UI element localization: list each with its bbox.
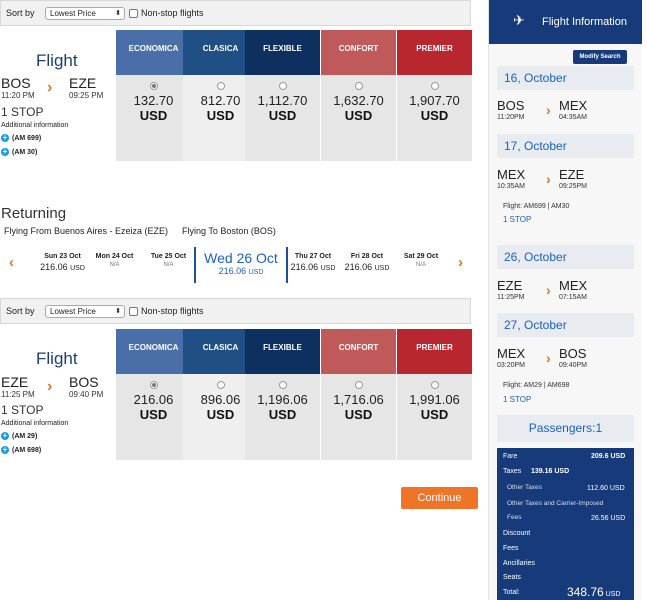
fare-cell [116, 75, 191, 161]
fare-price: 216.06 [133, 392, 174, 407]
date-price-value: 216.06 [344, 262, 373, 272]
fare-price: 896.06 [200, 392, 241, 407]
sidebar-title: Flight Information [542, 16, 627, 28]
date-option[interactable] [289, 253, 337, 272]
date-price-cur: USD [320, 265, 336, 272]
fare-header: CONFORT [321, 30, 396, 75]
fare-currency: USD [344, 407, 373, 422]
segment-from: MEX [497, 346, 526, 361]
plus-circle-icon: + [2, 431, 8, 440]
segment-flight-numbers: Flight: AM699 | AM30 [503, 203, 570, 210]
fare-header: ECONOMICA [116, 30, 191, 75]
segment-from: EZE [497, 278, 523, 293]
fare-header: CONFORT [321, 329, 396, 374]
plus-circle-icon: + [2, 445, 8, 454]
segment-to: BOS [559, 346, 587, 361]
flight-title: Flight [36, 51, 78, 70]
sidebar-header [489, 0, 642, 44]
fare-price: 1,716.06 [333, 392, 384, 407]
segment-to: MEX [559, 98, 588, 113]
sort-select[interactable] [45, 7, 125, 20]
fare-header: CLASICA [183, 30, 258, 75]
leg-label: (AM 29) [12, 432, 38, 440]
modify-search-button[interactable]: Modify Search [573, 50, 627, 64]
fare-radio[interactable] [279, 82, 287, 90]
sort-select-value: Lowest Price [50, 8, 96, 18]
outbound-stops: 1 STOP [1, 105, 44, 119]
date-option[interactable] [397, 253, 445, 268]
taxes-amount: 139.16 [531, 468, 553, 475]
fare-price: 1,112.70 [257, 93, 308, 108]
passengers-count: Passengers:1 [497, 415, 634, 442]
outbound-to-time: 09:25 PM [69, 91, 104, 100]
fare-price: 132.70 [133, 93, 174, 108]
segment-from: BOS [497, 98, 525, 113]
date-option[interactable] [35, 253, 90, 272]
inbound-to-time: 09:40 PM [69, 390, 104, 399]
fare-header: FLEXIBLE [245, 329, 320, 374]
inbound-leg-2[interactable] [1, 446, 41, 454]
date-day: Sat 29 Oct [403, 253, 439, 260]
total-value [567, 585, 620, 599]
fare-currency: USD [268, 407, 297, 422]
taxes-value [531, 468, 569, 475]
segment-date: 16, October [497, 66, 634, 90]
fare-amount: 209.6 [591, 453, 609, 460]
taxes-cur: USD [554, 468, 570, 475]
fare-price: 1,907.70 [409, 93, 460, 108]
fare-price: 1,991.06 [409, 392, 460, 407]
fees-sub-label: Fees [507, 514, 522, 521]
leg-label: (AM 698) [12, 446, 42, 454]
fare-cell [397, 75, 472, 161]
inbound-fare-economica[interactable] [116, 329, 191, 460]
fare-header: ECONOMICA [116, 329, 191, 374]
arrow-right-icon: › [546, 171, 551, 187]
select-arrows-icon: ⬍ [115, 307, 121, 315]
segment-date: 17, October [497, 134, 634, 158]
date-day: Tue 25 Oct [150, 253, 187, 260]
fees-sub-cur: USD [610, 515, 626, 522]
date-option-selected[interactable] [194, 247, 288, 283]
plus-circle-icon: + [2, 147, 8, 156]
date-option[interactable] [146, 253, 191, 268]
segment-from-time: 10:35AM [497, 183, 526, 190]
fare-value [591, 453, 625, 460]
fare-cell [116, 374, 191, 460]
total-label: Total: [503, 589, 520, 596]
date-price [289, 262, 337, 272]
fees-sub-value [591, 515, 625, 522]
fare-radio[interactable] [279, 381, 287, 389]
nonstop-checkbox[interactable] [129, 9, 138, 18]
fare-label: Fare [503, 453, 518, 460]
fare-radio[interactable] [355, 82, 363, 90]
arrow-right-icon: › [47, 79, 53, 96]
fare-header: CLASICA [183, 329, 258, 374]
selected-price-cur: USD [248, 269, 264, 276]
date-day: Fri 28 Oct [350, 253, 384, 260]
selected-price [196, 266, 286, 276]
fare-currency: USD [420, 407, 449, 422]
outbound-fare-confort[interactable] [321, 30, 396, 161]
segment-from-time: 11:20PM [497, 114, 525, 121]
seats-label: Seats [503, 574, 521, 581]
nonstop-label: Non-stop flights [141, 306, 204, 316]
fare-cell [245, 374, 320, 460]
outbound-additional-info: Additional information [1, 122, 69, 129]
segment-to-time: 09:40PM [559, 362, 588, 369]
select-arrows-icon: ⬍ [115, 9, 121, 17]
fare-radio[interactable] [355, 381, 363, 389]
flight-title: Flight [36, 349, 78, 368]
selected-price-value: 216.06 [218, 266, 247, 276]
chevron-right-icon[interactable]: › [458, 254, 463, 271]
segment-from: MEX [497, 167, 526, 182]
fare-summary [497, 448, 634, 600]
fare-cell [245, 75, 320, 161]
fare-price: 1,196.06 [257, 392, 308, 407]
fare-header: PREMIER [397, 329, 472, 374]
taxes-label: Taxes [503, 468, 522, 475]
inbound-leg-1[interactable] [1, 432, 37, 440]
fare-cell [321, 75, 396, 161]
fare-currency: USD [206, 407, 235, 422]
segment-to: MEX [559, 278, 588, 293]
date-option[interactable] [92, 253, 137, 268]
inbound-from-time: 11:25 PM [1, 390, 35, 399]
fare-currency: USD [268, 108, 297, 123]
date-price-cur: USD [374, 265, 390, 272]
inbound-fare-flexible[interactable] [245, 329, 320, 460]
fare-cell [397, 374, 472, 460]
airplane-icon: ✈ [513, 12, 525, 28]
ancillaries-label: Ancillaries [503, 560, 535, 567]
fare-cell [321, 374, 396, 460]
total-amount: 348.76 [567, 585, 604, 599]
fare-currency: USD [139, 108, 168, 123]
leg-label: (AM 699) [12, 134, 42, 142]
fare-radio[interactable] [217, 82, 225, 90]
outbound-fare-economica[interactable] [116, 30, 191, 161]
fare-price: 812.70 [200, 93, 241, 108]
outbound-fare-premier[interactable] [397, 30, 472, 161]
date-option[interactable] [342, 253, 392, 272]
fees-label: Fees [503, 545, 519, 552]
fees-sub-amount: 26.56 [591, 515, 609, 522]
other-taxes-value [587, 485, 625, 492]
sort-bar-return [0, 298, 471, 324]
other-taxes-label: Other Taxes [507, 484, 542, 491]
selected-day: Wed 26 Oct [204, 250, 278, 266]
plus-circle-icon: + [2, 133, 8, 142]
fare-radio[interactable] [217, 381, 225, 389]
inbound-stops: 1 STOP [1, 403, 44, 417]
leg-label: (AM 30) [12, 148, 38, 156]
outbound-flight-block [0, 30, 475, 160]
sort-select-value: Lowest Price [50, 306, 96, 316]
arrow-right-icon: › [546, 282, 551, 298]
fare-currency: USD [344, 108, 373, 123]
fare-radio[interactable] [431, 82, 439, 90]
date-na: N/A [109, 262, 120, 268]
date-na: N/A [163, 262, 174, 268]
sort-select[interactable] [45, 305, 125, 318]
continue-button[interactable]: Continue [401, 487, 478, 509]
fare-cur: USD [610, 453, 626, 460]
inbound-to-code: BOS [69, 374, 99, 390]
arrow-right-icon: › [47, 378, 53, 395]
inbound-fare-confort[interactable] [321, 329, 396, 460]
segment-date: 27, October [497, 313, 634, 337]
fare-currency: USD [139, 407, 168, 422]
arrow-right-icon: › [546, 102, 551, 118]
inbound-from-code: EZE [1, 374, 29, 390]
fare-currency: USD [206, 108, 235, 123]
segment-stops-link[interactable]: 1 STOP [503, 215, 532, 224]
nonstop-checkbox[interactable] [129, 307, 138, 316]
returning-from: Flying From Buenos Aires - Ezeiza (EZE) [4, 226, 169, 236]
segment-to-time: 04:35AM [559, 114, 588, 121]
sort-label: Sort by [6, 8, 35, 18]
returning-to: Flying To Boston (BOS) [182, 226, 276, 236]
nonstop-label: Non-stop flights [141, 8, 204, 18]
date-price-value: 216.06 [290, 262, 319, 272]
fare-currency: USD [420, 108, 449, 123]
other-taxes-amount: 112.60 [587, 485, 608, 492]
outbound-fare-flexible[interactable] [245, 30, 320, 161]
arrow-right-icon: › [546, 350, 551, 366]
fare-radio[interactable] [150, 381, 158, 389]
inbound-fare-premier[interactable] [397, 329, 472, 460]
chevron-left-icon[interactable]: ‹ [9, 254, 14, 271]
date-day: Thu 27 Oct [294, 253, 332, 260]
date-price [342, 262, 392, 272]
outbound-leg-2[interactable] [1, 148, 37, 156]
date-day: Mon 24 Oct [95, 253, 134, 260]
sort-bar [0, 0, 471, 26]
outbound-leg-1[interactable] [1, 134, 41, 142]
segment-from-time: 11:25PM [497, 294, 525, 301]
fare-radio[interactable] [431, 381, 439, 389]
date-price-value: 216.06 [40, 262, 68, 272]
discount-label: Discount [503, 530, 531, 537]
outbound-from-code: BOS [1, 75, 31, 91]
fare-price: 1,632.70 [333, 93, 384, 108]
outbound-from-time: 11:20 PM [1, 91, 35, 100]
flight-info-sidebar [488, 0, 641, 600]
date-day: Sun 23 Oct [44, 253, 81, 260]
date-na: N/A [415, 262, 426, 268]
fare-header: FLEXIBLE [245, 30, 320, 75]
segment-to: EZE [559, 167, 585, 182]
date-price [35, 262, 90, 272]
inbound-additional-info: Additional information [1, 420, 69, 427]
segment-date: 26, October [497, 245, 634, 269]
segment-from-time: 03:20PM [497, 362, 526, 369]
total-cur: USD [605, 591, 621, 598]
outbound-to-code: EZE [69, 75, 97, 91]
returning-title: Returning [1, 205, 67, 222]
fare-radio[interactable] [150, 82, 158, 90]
date-price-cur: USD [70, 265, 85, 272]
inbound-flight-block [0, 329, 475, 459]
date-selector [0, 245, 475, 285]
segment-to-time: 07:15AM [559, 294, 588, 301]
segment-stops-link[interactable]: 1 STOP [503, 395, 532, 404]
fare-header: PREMIER [397, 30, 472, 75]
segment-flight-numbers: Flight: AM29 | AM698 [503, 382, 570, 389]
sort-label: Sort by [6, 306, 35, 316]
segment-to-time: 09:25PM [559, 183, 588, 190]
other-taxes-cur: USD [609, 485, 625, 492]
carrier-label: Other Taxes and Carrier-Imposed [507, 500, 604, 507]
